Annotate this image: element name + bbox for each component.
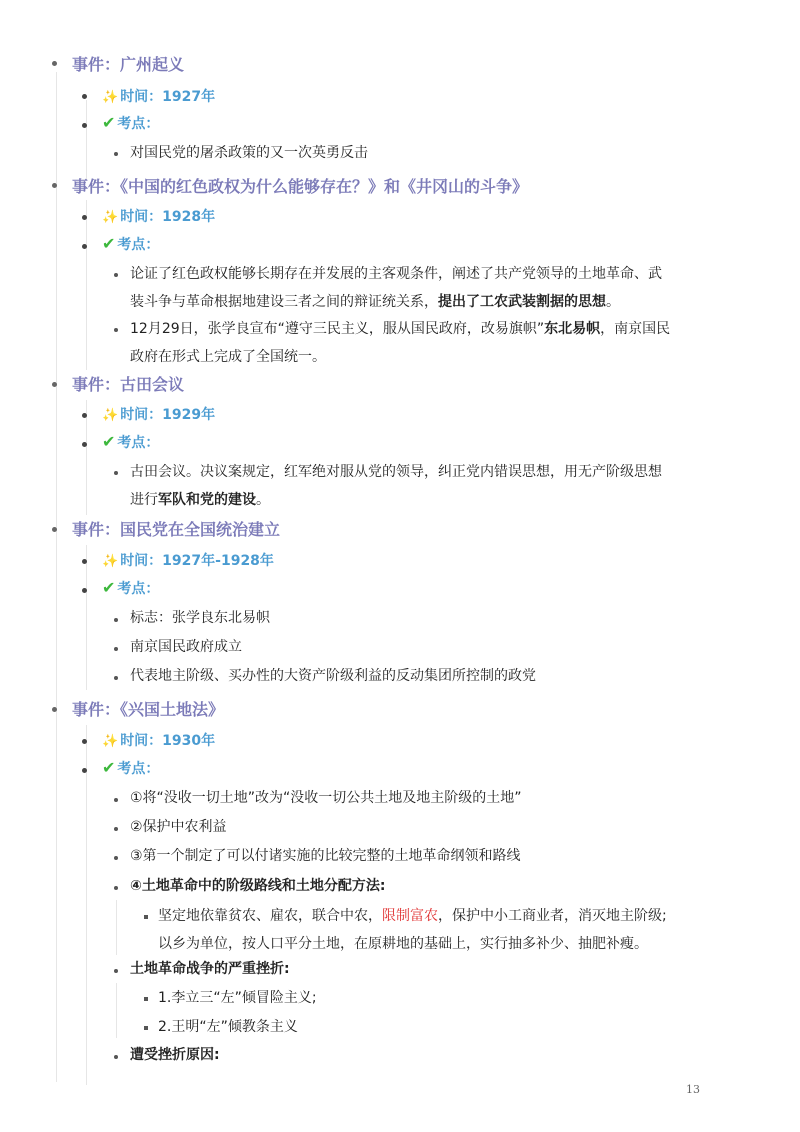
kaodian-line xyxy=(102,578,159,598)
text-run: 坚定地依靠贫农、雇农，联合中农， xyxy=(158,908,382,924)
bullet xyxy=(114,328,118,332)
check-icon: ✔ xyxy=(102,113,116,132)
list-item: ①将“没收一切土地”改为“没收一切公共土地及地主阶级的土地” xyxy=(130,790,522,806)
time-text: 时间：1930年 xyxy=(120,733,216,749)
check-icon: ✔ xyxy=(102,234,116,253)
text-run: 。 xyxy=(606,294,620,310)
event-heading: 事件：《兴国土地法》 xyxy=(72,700,225,719)
sparkle-icon: ✨ xyxy=(102,734,119,749)
bold-run: 军队和党的建设 xyxy=(158,492,256,508)
outline-guide xyxy=(116,983,117,1038)
text-run: ，南京国民 xyxy=(600,321,671,337)
text-run: ，保护中小工商业者，消灭地主阶级; xyxy=(438,908,667,924)
bullet xyxy=(114,969,118,973)
text-run: 装斗争与革命根据地建设三者之间的辩证统关系， xyxy=(130,294,438,310)
bullet xyxy=(114,273,118,277)
text-line xyxy=(130,288,770,316)
bullet xyxy=(114,798,118,802)
bullet xyxy=(52,707,57,712)
kaodian-text: 考点： xyxy=(117,116,160,132)
text-line: 政府在形式上完成了全国统一。 xyxy=(130,349,326,365)
check-icon: ✔ xyxy=(102,578,116,597)
bullet xyxy=(114,647,118,651)
bullet xyxy=(82,244,87,249)
text-line xyxy=(130,486,770,514)
outline-guide xyxy=(86,725,87,1085)
bullet xyxy=(52,61,57,66)
bullet xyxy=(114,471,118,475)
bullet xyxy=(144,997,148,1001)
outline-guide xyxy=(56,72,57,1082)
page-number: 13 xyxy=(686,1083,700,1096)
sub-heading: 遭受挫折原因: xyxy=(130,1047,220,1063)
bullet xyxy=(114,827,118,831)
bullet xyxy=(82,768,87,773)
bullet xyxy=(52,382,57,387)
bullet xyxy=(82,94,87,99)
bullet xyxy=(144,1026,148,1030)
time-text: 时间：1929年 xyxy=(120,407,216,423)
list-item xyxy=(130,260,770,316)
outline-guide xyxy=(86,200,87,370)
bullet xyxy=(114,856,118,860)
bullet xyxy=(82,739,87,744)
list-item: 2.王明“左”倾教条主义 xyxy=(158,1019,298,1035)
time-text: 时间：1927年 xyxy=(120,89,216,105)
check-icon: ✔ xyxy=(102,432,116,451)
bullet xyxy=(52,183,57,188)
text-line: 论证了红色政权能够长期存在并发展的主客观条件，阐述了共产党领导的土地革命、武 xyxy=(130,266,662,282)
text-line: 古田会议。决议案规定，红军绝对服从党的领导，纠正党内错误思想，用无产阶级思想 xyxy=(130,464,662,480)
sparkle-icon: ✨ xyxy=(102,90,119,105)
text-line xyxy=(158,902,778,930)
list-item: 南京国民政府成立 xyxy=(130,639,242,655)
bullet xyxy=(114,1055,118,1059)
highlight-run: 限制富农 xyxy=(382,908,438,924)
sub-heading: ④土地革命中的阶级路线和土地分配方法: xyxy=(130,878,386,894)
list-item: ③第一个制定了可以付诸实施的比较完整的土地革命纲领和路线 xyxy=(130,848,521,864)
outline-guide xyxy=(86,100,87,180)
text-line: 以乡为单位，按人口平分土地，在原耕地的基础上，实行抽多补少、抽肥补瘦。 xyxy=(158,936,648,952)
time-text: 时间：1927年-1928年 xyxy=(120,553,274,569)
sparkle-icon: ✨ xyxy=(102,408,119,423)
time-line xyxy=(102,550,274,570)
bold-run: 东北易帜 xyxy=(544,321,601,337)
time-line xyxy=(102,86,215,106)
text-run: 。 xyxy=(256,492,270,508)
bullet xyxy=(82,559,87,564)
text-line xyxy=(130,315,770,343)
event-heading: 事件：《中国的红色政权为什么能够存在？》和《井冈山的斗争》 xyxy=(72,177,529,196)
list-item: 代表地主阶级、买办性的大资产阶级利益的反动集团所控制的政党 xyxy=(130,668,536,684)
time-text: 时间：1928年 xyxy=(120,209,216,225)
event-heading: 事件：古田会议 xyxy=(72,375,185,394)
bullet xyxy=(82,215,87,220)
kaodian-text: 考点： xyxy=(117,761,160,777)
time-line xyxy=(102,206,215,226)
bullet xyxy=(114,618,118,622)
kaodian-line xyxy=(102,758,159,778)
bold-run: 提出了工农武装割据的思想 xyxy=(438,294,606,310)
bullet xyxy=(114,676,118,680)
text-run: 进行 xyxy=(130,492,158,508)
bullet xyxy=(114,152,118,156)
time-line xyxy=(102,730,215,750)
sparkle-icon: ✨ xyxy=(102,554,119,569)
event-heading: 事件：广州起义 xyxy=(72,55,185,74)
kaodian-text: 考点： xyxy=(117,435,160,451)
outline-guide xyxy=(116,900,117,955)
kaodian-line xyxy=(102,234,159,254)
kaodian-line xyxy=(102,432,159,452)
kaodian-line xyxy=(102,113,159,133)
bullet xyxy=(82,123,87,128)
text-run: 12月29日，张学良宣布“遵守三民主义，服从国民政府，改易旗帜” xyxy=(130,321,545,337)
bullet xyxy=(82,588,87,593)
kaodian-text: 考点： xyxy=(117,581,160,597)
list-item xyxy=(158,902,778,958)
event-heading: 事件：国民党在全国统治建立 xyxy=(72,520,281,539)
bullet xyxy=(114,886,118,890)
list-item: 1.李立三“左”倾冒险主义; xyxy=(158,990,317,1006)
list-item: 对国民党的屠杀政策的又一次英勇反击 xyxy=(130,145,368,161)
bullet xyxy=(144,915,148,919)
bullet xyxy=(82,413,87,418)
time-line xyxy=(102,404,215,424)
bullet xyxy=(82,442,87,447)
kaodian-text: 考点： xyxy=(117,237,160,253)
sub-heading: 土地革命战争的严重挫折: xyxy=(130,961,290,977)
check-icon: ✔ xyxy=(102,758,116,777)
list-item: 标志：张学良东北易帜 xyxy=(130,610,270,626)
bullet xyxy=(52,527,57,532)
list-item: ②保护中农利益 xyxy=(130,819,227,835)
outline-guide xyxy=(86,545,87,690)
list-item xyxy=(130,458,770,514)
list-item xyxy=(130,315,770,371)
sparkle-icon: ✨ xyxy=(102,210,119,225)
